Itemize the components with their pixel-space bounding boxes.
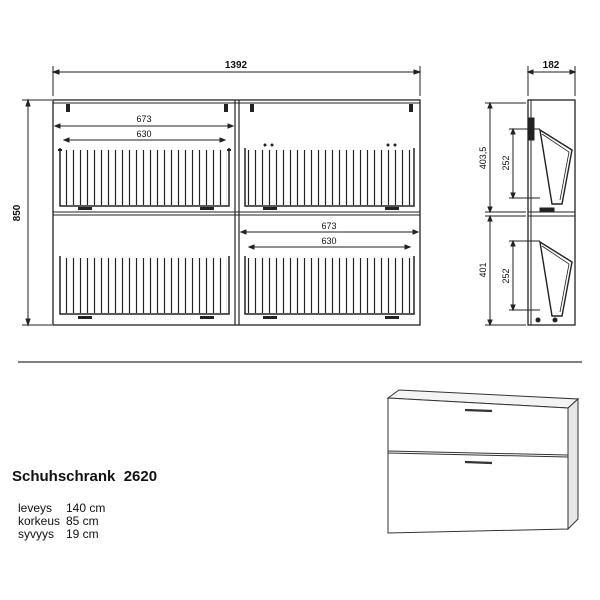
- spec-value: 140 cm: [66, 501, 106, 515]
- product-model: 2620: [123, 468, 158, 485]
- shoe-rack-top-left: [58, 148, 231, 206]
- spec-label: syvyys: [18, 527, 54, 541]
- shoe-rack-bottom-right: [245, 256, 414, 314]
- rack-depth-lower-label: 252: [501, 268, 511, 284]
- depth-total-label: 182: [542, 60, 560, 71]
- spec-label: leveys: [18, 501, 53, 515]
- side-lower-height-label: 401: [478, 262, 488, 278]
- specs-list: [18, 502, 105, 541]
- spec-label: korkeus: [18, 514, 61, 528]
- rack-depth-upper-label: 252: [501, 155, 511, 171]
- inner-width-bottom-label: 673: [321, 221, 337, 231]
- rack-width-bottom-label: 630: [321, 236, 337, 246]
- rack-width-top-label: 630: [136, 129, 152, 139]
- shoe-rack-bottom-left: [60, 256, 229, 314]
- width-total-label: 1392: [224, 60, 248, 71]
- spec-depth: [18, 528, 105, 541]
- product-title: [12, 468, 157, 485]
- spec-value: 85 cm: [66, 514, 99, 528]
- side-view: [485, 66, 575, 325]
- inner-width-top-label: 673: [136, 114, 152, 124]
- shoe-rack-top-right: [245, 144, 414, 207]
- product-name: Schuhschrank: [12, 468, 116, 485]
- spec-value: 19 cm: [66, 527, 99, 541]
- side-upper-height-label: 403,5: [478, 146, 488, 170]
- perspective-view: [388, 390, 578, 533]
- height-total-label: 850: [12, 204, 23, 222]
